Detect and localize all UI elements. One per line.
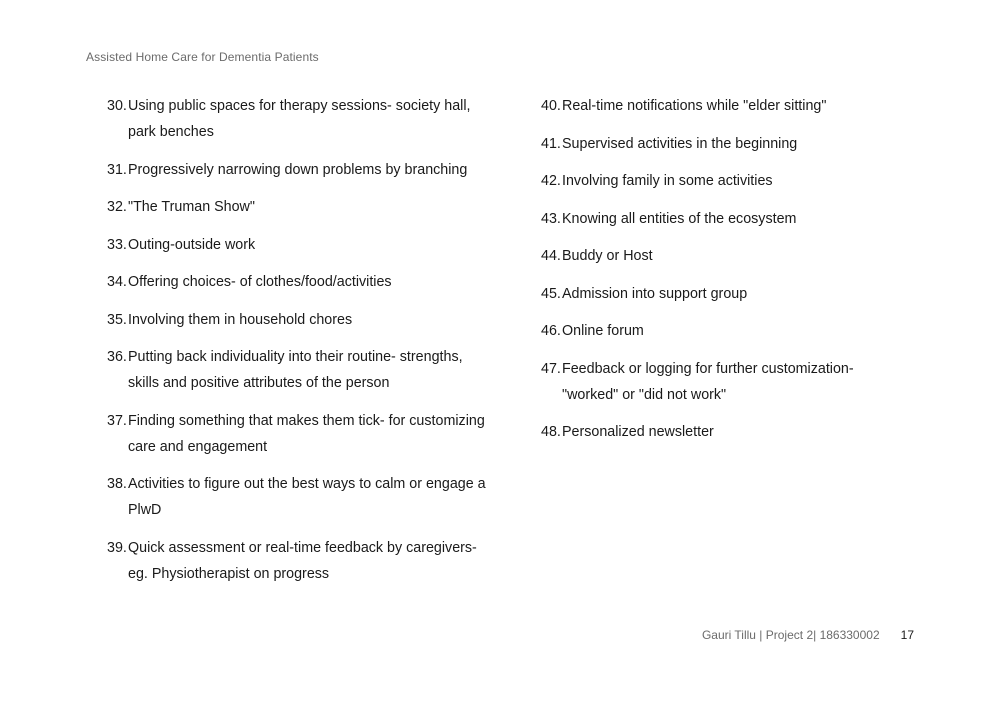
list-item bbox=[107, 93, 487, 145]
item-text: Involving family in some activities bbox=[562, 173, 773, 189]
list-item bbox=[107, 408, 487, 460]
item-text: Admission into support group bbox=[562, 285, 748, 302]
list-item bbox=[107, 471, 487, 523]
item-number: 41. bbox=[541, 135, 561, 152]
item-text: Progressively narrowing down problems by branching bbox=[128, 161, 468, 178]
item-number: 33. bbox=[107, 236, 127, 253]
list-item bbox=[541, 281, 871, 307]
item-text: Supervised activities in the beginning bbox=[562, 135, 798, 152]
item-number: 31. bbox=[107, 161, 127, 178]
item-number: 30. bbox=[107, 98, 127, 114]
item-number: 47. bbox=[541, 360, 561, 377]
item-text: Knowing all entities of the ecosystem bbox=[562, 210, 797, 227]
item-number: 42. bbox=[541, 173, 561, 189]
item-text: Finding something that makes them tick- for customizing care and engagement bbox=[128, 412, 485, 455]
running-header: Assisted Home Care for Dementia Patients bbox=[86, 50, 319, 64]
list-item bbox=[541, 243, 871, 269]
list-item bbox=[107, 269, 487, 295]
item-number: 40. bbox=[541, 98, 561, 114]
idea-list-right bbox=[541, 93, 871, 457]
item-text: Personalized newsletter bbox=[562, 424, 714, 440]
item-text: Involving them in household chores bbox=[128, 311, 353, 328]
item-text: "The Truman Show" bbox=[128, 199, 255, 215]
item-number: 39. bbox=[107, 539, 127, 556]
list-item bbox=[541, 168, 871, 194]
list-item bbox=[541, 93, 871, 119]
item-number: 36. bbox=[107, 349, 127, 365]
item-number: 34. bbox=[107, 274, 127, 290]
list-item bbox=[541, 206, 871, 232]
item-number: 43. bbox=[541, 210, 561, 227]
list-item bbox=[107, 194, 487, 220]
list-item bbox=[107, 307, 487, 333]
item-text: Activities to figure out the best ways to calm or engage a PlwD bbox=[128, 476, 486, 518]
item-number: 35. bbox=[107, 311, 127, 328]
item-number: 32. bbox=[107, 199, 127, 215]
item-number: 37. bbox=[107, 412, 127, 429]
list-item bbox=[541, 419, 871, 445]
list-item bbox=[541, 131, 871, 157]
item-text: Buddy or Host bbox=[562, 248, 653, 264]
item-number: 44. bbox=[541, 248, 561, 264]
list-item bbox=[107, 157, 487, 183]
idea-list-left bbox=[107, 93, 487, 598]
item-text: Feedback or logging for further customization- "worked" or "did not work" bbox=[562, 360, 854, 403]
item-text: Putting back individuality into their routine- strengths, skills and positive attributes of the person bbox=[128, 349, 463, 391]
item-text: Online forum bbox=[562, 323, 644, 339]
item-text: Quick assessment or real-time feedback by caregivers- eg. Physiotherapist on progress bbox=[128, 539, 477, 582]
item-number: 48. bbox=[541, 424, 561, 440]
item-number: 38. bbox=[107, 476, 127, 492]
list-item bbox=[541, 356, 871, 408]
item-text: Real-time notifications while "elder sitting" bbox=[562, 98, 827, 114]
item-text: Offering choices- of clothes/food/activities bbox=[128, 274, 392, 290]
list-item bbox=[107, 344, 487, 396]
item-number: 45. bbox=[541, 285, 561, 302]
list-item bbox=[107, 232, 487, 258]
page-footer bbox=[702, 628, 914, 642]
list-item bbox=[107, 535, 487, 587]
item-text: Outing-outside work bbox=[128, 236, 256, 253]
item-number: 46. bbox=[541, 323, 561, 339]
list-item bbox=[541, 318, 871, 344]
page-number: 17 bbox=[900, 628, 914, 642]
footer-author-info: Gauri Tillu | Project 2| 186330002 bbox=[701, 628, 880, 642]
item-text: Using public spaces for therapy sessions- society hall, park benches bbox=[128, 98, 471, 140]
